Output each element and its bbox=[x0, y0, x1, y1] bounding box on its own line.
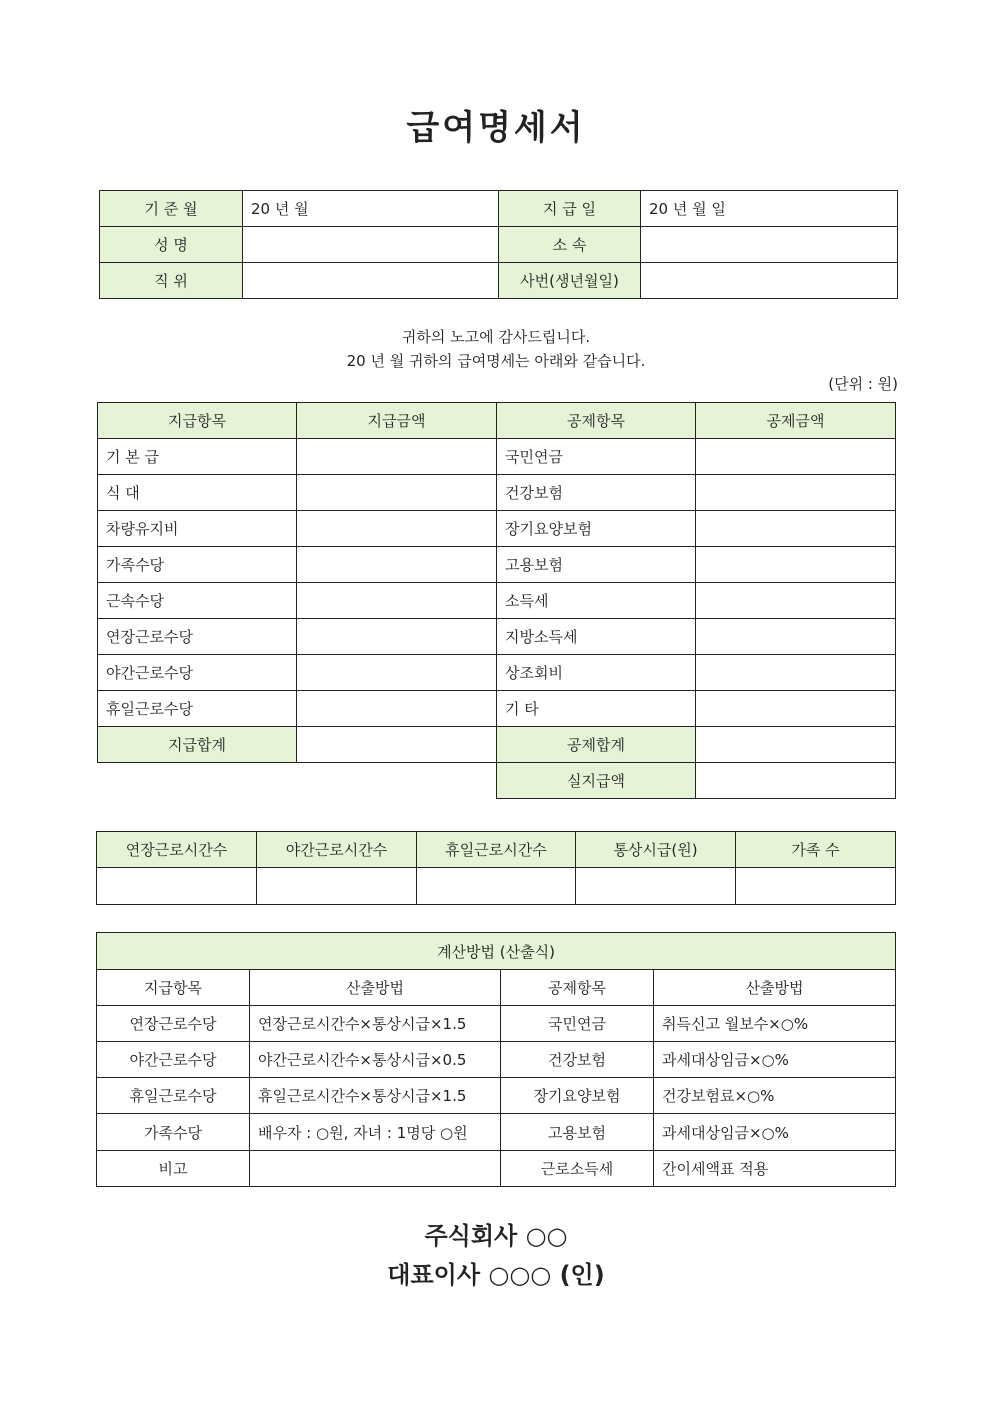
night-hours-value[interactable] bbox=[257, 868, 417, 905]
calc-deduct-method: 건강보험료×○% bbox=[654, 1078, 896, 1114]
deduct-item: 소득세 bbox=[497, 583, 696, 619]
pay-amount[interactable] bbox=[297, 511, 497, 547]
table-row bbox=[98, 583, 896, 619]
deduct-item: 고용보험 bbox=[497, 547, 696, 583]
table-row bbox=[97, 1042, 896, 1078]
pay-amount[interactable] bbox=[297, 619, 497, 655]
pay-amount[interactable] bbox=[297, 655, 497, 691]
overtime-hours-value[interactable] bbox=[97, 868, 257, 905]
ceo-signature: 대표이사 ○○○ (인) bbox=[387, 1261, 605, 1289]
deduct-amount[interactable] bbox=[696, 655, 896, 691]
calc-pay-method[interactable] bbox=[250, 1151, 501, 1187]
deduct-amount[interactable] bbox=[696, 583, 896, 619]
table-row bbox=[98, 691, 896, 727]
night-hours-header: 야간근로시간수 bbox=[257, 832, 417, 868]
calc-pay-item: 야간근로수당 bbox=[97, 1042, 250, 1078]
dept-value[interactable] bbox=[641, 227, 898, 263]
calc-pay-item: 휴일근로수당 bbox=[97, 1078, 250, 1114]
table-row bbox=[98, 655, 896, 691]
base-month-label: 기 준 월 bbox=[100, 191, 243, 227]
family-count-value[interactable] bbox=[736, 868, 896, 905]
table-row bbox=[98, 511, 896, 547]
emp-no-label: 사번(생년월일) bbox=[499, 263, 641, 299]
pay-item: 연장근로수당 bbox=[98, 619, 297, 655]
emp-no-value[interactable] bbox=[641, 263, 898, 299]
net-pay-value[interactable] bbox=[696, 763, 896, 799]
table-row bbox=[97, 1006, 896, 1042]
calc-pay-item-header: 지급항목 bbox=[97, 970, 250, 1006]
calc-deduct-method: 과세대상임금×○% bbox=[654, 1114, 896, 1151]
calc-pay-item: 연장근로수당 bbox=[97, 1006, 250, 1042]
calc-deduct-method: 간이세액표 적용 bbox=[654, 1151, 896, 1187]
deduct-amount[interactable] bbox=[696, 439, 896, 475]
hourly-wage-header: 통상시급(원) bbox=[576, 832, 736, 868]
pay-total-label: 지급합계 bbox=[98, 727, 297, 763]
pay-item: 식 대 bbox=[98, 475, 297, 511]
deduct-item-header: 공제항목 bbox=[497, 403, 696, 439]
calc-pay-item: 비고 bbox=[97, 1151, 250, 1187]
position-value[interactable] bbox=[243, 263, 499, 299]
table-row bbox=[98, 619, 896, 655]
hours-table bbox=[96, 831, 896, 905]
company-name: 주식회사 ○○ bbox=[424, 1222, 568, 1250]
dept-label: 소 속 bbox=[499, 227, 641, 263]
empty-cell bbox=[297, 763, 497, 799]
pay-item: 휴일근로수당 bbox=[98, 691, 297, 727]
calc-deduct-item: 고용보험 bbox=[501, 1114, 654, 1151]
calc-pay-method: 야간근로시간수×통상시급×0.5 bbox=[250, 1042, 501, 1078]
table-row bbox=[98, 547, 896, 583]
pay-item: 근속수당 bbox=[98, 583, 297, 619]
empty-cell bbox=[98, 763, 297, 799]
deduct-amount[interactable] bbox=[696, 619, 896, 655]
unit-label: (단위 : 원) bbox=[828, 375, 898, 393]
overtime-hours-header: 연장근로시간수 bbox=[97, 832, 257, 868]
name-value[interactable] bbox=[243, 227, 499, 263]
calc-deduct-method: 과세대상임금×○% bbox=[654, 1042, 896, 1078]
pay-amount[interactable] bbox=[297, 475, 497, 511]
deduct-item: 상조회비 bbox=[497, 655, 696, 691]
pay-amount-header: 지급금액 bbox=[297, 403, 497, 439]
deduct-item: 기 타 bbox=[497, 691, 696, 727]
deduct-item: 장기요양보험 bbox=[497, 511, 696, 547]
pay-amount[interactable] bbox=[297, 547, 497, 583]
calc-method-table bbox=[96, 932, 896, 1187]
page-title: 급여명세서 bbox=[406, 108, 586, 148]
pay-item: 가족수당 bbox=[98, 547, 297, 583]
deduct-amount[interactable] bbox=[696, 475, 896, 511]
calc-pay-method-header: 산출방법 bbox=[250, 970, 501, 1006]
pay-item-header: 지급항목 bbox=[98, 403, 297, 439]
greeting-line-1: 귀하의 노고에 감사드립니다. bbox=[401, 328, 591, 346]
calc-deduct-method-header: 산출방법 bbox=[654, 970, 896, 1006]
deduct-amount[interactable] bbox=[696, 691, 896, 727]
deduct-amount-header: 공제금액 bbox=[696, 403, 896, 439]
calc-deduct-item: 근로소득세 bbox=[501, 1151, 654, 1187]
pay-amount[interactable] bbox=[297, 583, 497, 619]
pay-amount[interactable] bbox=[297, 691, 497, 727]
pay-amount[interactable] bbox=[297, 439, 497, 475]
table-row bbox=[98, 475, 896, 511]
table-row bbox=[98, 439, 896, 475]
net-pay-label: 실지급액 bbox=[497, 763, 696, 799]
pay-item: 기 본 급 bbox=[98, 439, 297, 475]
greeting-line-2: 20 년 월 귀하의 급여명세는 아래와 같습니다. bbox=[346, 352, 646, 370]
calc-method-title: 계산방법 (산출식) bbox=[97, 933, 896, 970]
holiday-hours-header: 휴일근로시간수 bbox=[417, 832, 576, 868]
deduct-amount[interactable] bbox=[696, 511, 896, 547]
position-label: 직 위 bbox=[100, 263, 243, 299]
table-row bbox=[97, 1114, 896, 1151]
calc-deduct-item: 국민연금 bbox=[501, 1006, 654, 1042]
employee-info-table bbox=[99, 190, 898, 299]
deduct-total-value[interactable] bbox=[696, 727, 896, 763]
calc-deduct-item: 건강보험 bbox=[501, 1042, 654, 1078]
pay-total-value[interactable] bbox=[297, 727, 497, 763]
deduct-item: 지방소득세 bbox=[497, 619, 696, 655]
name-label: 성 명 bbox=[100, 227, 243, 263]
calc-deduct-method: 취득신고 월보수×○% bbox=[654, 1006, 896, 1042]
calc-deduct-item: 장기요양보험 bbox=[501, 1078, 654, 1114]
pay-date-label: 지 급 일 bbox=[499, 191, 641, 227]
family-count-header: 가족 수 bbox=[736, 832, 896, 868]
table-row bbox=[97, 1151, 896, 1187]
holiday-hours-value[interactable] bbox=[417, 868, 576, 905]
pay-deduction-table bbox=[97, 402, 896, 799]
calc-deduct-item-header: 공제항목 bbox=[501, 970, 654, 1006]
pay-date-value[interactable]: 20 년 월 일 bbox=[641, 191, 898, 227]
calc-pay-item: 가족수당 bbox=[97, 1114, 250, 1151]
deduct-item: 국민연금 bbox=[497, 439, 696, 475]
table-row bbox=[97, 1078, 896, 1114]
pay-item: 차량유지비 bbox=[98, 511, 297, 547]
pay-item: 야간근로수당 bbox=[98, 655, 297, 691]
deduct-total-label: 공제합계 bbox=[497, 727, 696, 763]
calc-pay-method: 연장근로시간수×통상시급×1.5 bbox=[250, 1006, 501, 1042]
deduct-item: 건강보험 bbox=[497, 475, 696, 511]
hourly-wage-value[interactable] bbox=[576, 868, 736, 905]
base-month-value[interactable]: 20 년 월 bbox=[243, 191, 499, 227]
deduct-amount[interactable] bbox=[696, 547, 896, 583]
calc-pay-method: 휴일근로시간수×통상시급×1.5 bbox=[250, 1078, 501, 1114]
calc-pay-method: 배우자 : ○원, 자녀 : 1명당 ○원 bbox=[250, 1114, 501, 1151]
